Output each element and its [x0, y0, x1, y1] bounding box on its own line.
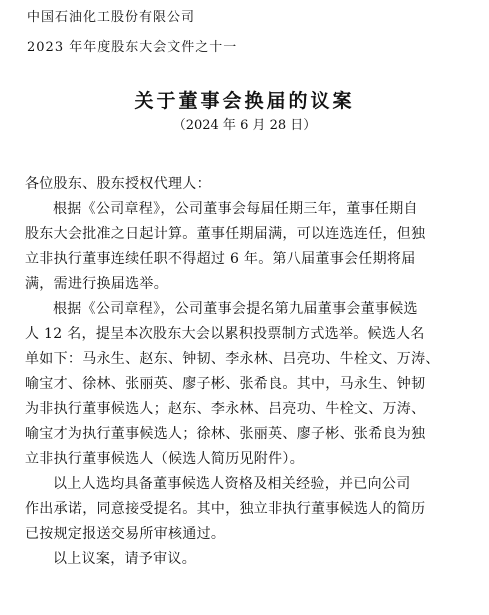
paragraph-line: 喻宝才为执行董事候选人；徐林、张丽英、廖子彬、张希良为独 — [25, 426, 426, 442]
paragraph-line: 根据《公司章程》，公司董事会每届任期三年，董事任期自 — [53, 201, 418, 217]
company-name: 中国石油化工股份有限公司 — [27, 10, 196, 25]
paragraph-line: 以上人选均具备董事候选人资格及相关经验，并已向公司 — [53, 476, 411, 492]
document-body — [25, 172, 470, 572]
document-series: 2023 年年度股东大会文件之十一 — [27, 40, 238, 55]
paragraph-line: 喻宝才、徐林、张丽英、廖子彬、张希良。其中，马永生、钟韧 — [25, 376, 426, 392]
paragraph-line: 根据《公司章程》，公司董事会提名第九届董事会董事候选 — [53, 301, 418, 317]
paragraph-line: 为非执行董事候选人；赵东、李永林、吕亮功、牛栓文、万涛、 — [25, 401, 426, 417]
paragraph-line: 立非执行董事连续任职不得超过 6 年。第八届董事会任期将届 — [25, 251, 416, 267]
document-title: 关于董事会换届的议案 — [134, 90, 355, 112]
paragraph-line: 立非执行董事候选人（候选人简历见附件）。 — [25, 451, 304, 467]
paragraph-candidates — [25, 297, 470, 472]
salutation: 各位股东、股东授权代理人： — [25, 176, 211, 192]
paragraph-line: 已按规定报送交易所审核通过。 — [25, 526, 226, 542]
paragraph-line: 以上议案，请予审议。 — [53, 551, 196, 567]
paragraph-term — [25, 197, 470, 297]
paragraph-line: 作出承诺，同意接受提名。其中，独立非执行董事候选人的简历 — [25, 501, 426, 517]
document-date: （2024 年 6 月 28 日） — [172, 118, 317, 133]
paragraph-line: 满，需进行换届选举。 — [25, 276, 168, 292]
paragraph-line: 股东大会批准之日起计算。董事任期届满，可以连选连任，但独 — [25, 226, 426, 242]
paragraph-line: 单如下：马永生、赵东、钟韧、李永林、吕亮功、牛栓文、万涛、 — [25, 351, 440, 367]
paragraph-qualifications — [25, 472, 470, 547]
paragraph-closing — [25, 547, 470, 572]
paragraph-line: 人 12 名，提呈本次股东大会以累积投票制方式选举。候选人名 — [25, 326, 425, 342]
